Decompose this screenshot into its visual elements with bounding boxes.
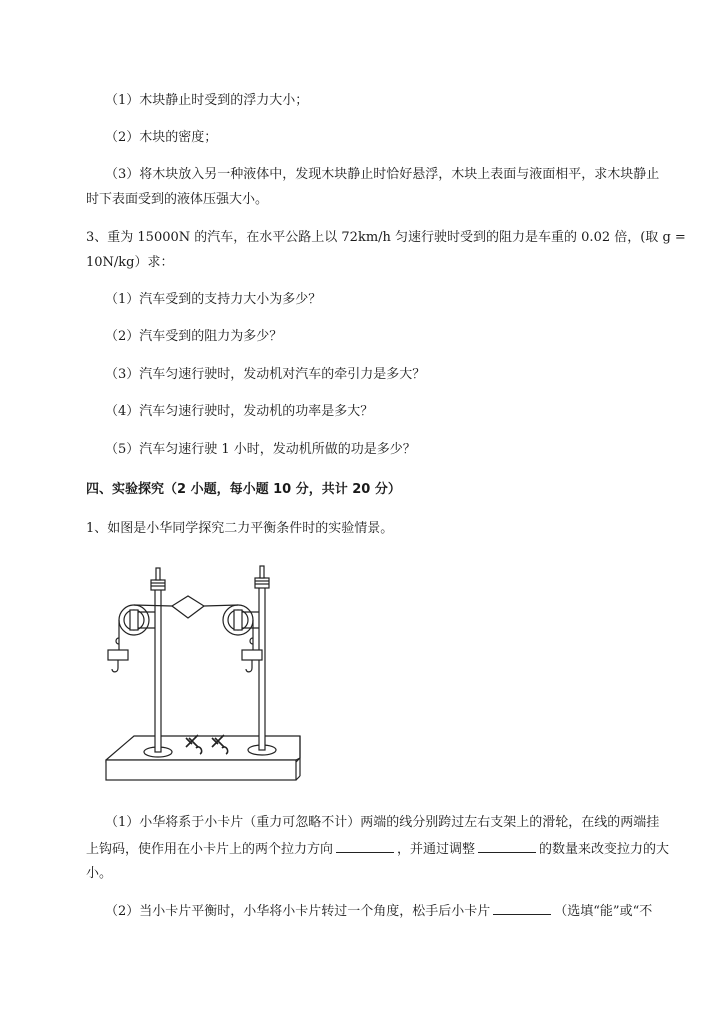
s4-q1-part2-text-b: （选填“能”或“不 [554,904,653,919]
base-board [106,736,300,780]
q3-part-1: （1）汽车受到的支持力大小为多少？ [105,292,322,307]
q3-part-2: （2）汽车受到的阻力为多少？ [105,329,283,344]
s4-q1-part1-line2 [86,840,669,859]
q2-part-1: （1）木块静止时受到的浮力大小； [105,93,309,108]
left-hooked-weight [108,638,128,672]
experiment-figure [100,562,310,788]
s4-q1-part1-line1: （1）小华将系于小卡片（重力可忽略不计）两端的线分别跨过左右支架上的滑轮，在线的两端挂 [105,815,660,830]
q3-part-5: （5）汽车匀速行驶 1 小时，发动机所做的功是多少？ [105,442,416,457]
q3-part-3: （3）汽车匀速行驶时，发动机对汽车的牵引力是多大？ [105,367,426,382]
q2-part-2: （2）木块的密度； [105,130,218,145]
section-4-heading: 四、实验探究（2 小题，每小题 10 分，共计 20 分） [86,482,401,497]
answer-blank-quantity[interactable] [478,840,536,853]
left-pulley [119,605,155,635]
q3-stem-line1: 3、重为 15000N 的汽车，在水平公路上以 72km/h 匀速行驶时受到的阻力是车重的 0.02 倍，(取 g = [86,230,686,245]
right-pulley [223,605,259,635]
q3-part-4: （4）汽车匀速行驶时，发动机的功率是多大？ [105,404,374,419]
s4-q1-part2-line1 [105,902,652,921]
s4-q1-stem: 1、如图是小华同学探究二力平衡条件时的实验情景。 [86,521,394,536]
answer-blank-rotation[interactable] [493,902,551,915]
left-stand-rod [151,568,165,752]
q2-part-3-line1: （3）将木块放入另一种液体中，发现木块静止时恰好悬浮，木块上表面与液面相平，求木块静止 [105,167,660,182]
q2-part-3-line2: 时下表面受到的液体压强大小。 [86,192,269,207]
s4-q1-part1-text-c: 的数量来改变拉力的大 [539,842,670,857]
s4-q1-part1-text-a: 上钩码，使作用在小卡片上的两个拉力方向 [86,842,334,857]
small-card [172,596,204,618]
s4-q1-part2-text-a: （2）当小卡片平衡时，小华将小卡片转过一个角度，松手后小卡片 [105,904,491,919]
q3-stem-line2: 10N/kg）求： [86,255,174,270]
s4-q1-part1-line3: 小。 [86,866,113,881]
answer-blank-direction[interactable] [336,840,394,853]
s4-q1-part1-text-b: ，并通过调整 [397,842,476,857]
